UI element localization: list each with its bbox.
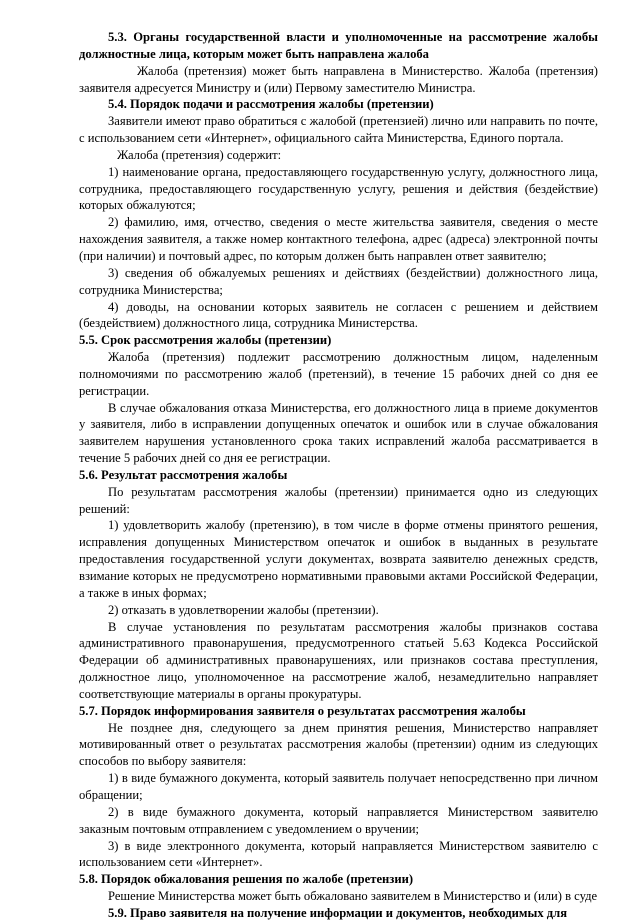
list-item: 2) в виде бумажного документа, который направляется Министерством заявителю заказным почтовым отправлением с уведомлением о вручении;	[79, 804, 598, 836]
list-item: 2) отказать в удовлетворении жалобы (претензии).	[108, 602, 379, 617]
list-item: 3) сведения об обжалуемых решениях и действиях (бездействии) должностного лица, сотрудника Министерства;	[79, 265, 598, 297]
list-item: 2) фамилию, имя, отчество, сведения о месте жительства заявителя, сведения о месте нахождения заявителя, а также номер контактного телефона, адрес (адреса) электронной почты (при наличии) и почтовый адрес, по которым должен быть направлен ответ заявителю;	[79, 215, 598, 263]
paragraph: Не позднее дня, следующего за днем принятия решения, Министерство направляет мотивированный ответ о результатах рассмотрения жалобы (претензии) одним из следующих способов по выбору заявителя:	[79, 720, 598, 769]
list-item: 1) наименование органа, предоставляющего государственную услугу, должностного лица, сотрудника, предоставляющего государственную услугу, решения и действия (бездействие) которых обжалуются;	[79, 164, 598, 213]
list-item: 4) доводы, на основании которых заявитель не согласен с решением и действием (бездействием) должностного лица, сотрудника Министерства.	[79, 299, 598, 331]
list-item: 1) в виде бумажного документа, который заявитель получает непосредственно при личном обращении;	[79, 771, 598, 802]
paragraph: Жалоба (претензия) содержит:	[117, 147, 282, 162]
paragraph: Решение Министерства может быть обжаловано заявителем в Министерство и (или) в суде	[108, 889, 598, 904]
paragraph: Жалоба (претензия) может быть направлена в Министерство. Жалоба (претензия) заявителя адресуется Министру и (или) Первому заместителю Министра.	[79, 63, 598, 95]
paragraph: По результатам рассмотрения жалобы (претензии) принимается одно из следующих решений:	[79, 484, 598, 516]
section-heading-5-5: 5.5. Срок рассмотрения жалобы (претензии)	[79, 333, 332, 348]
list-item: 3) в виде электронного документа, который направляется Министерством заявителю с использованием сети «Интернет».	[79, 838, 598, 870]
section-heading-5-9: 5.9. Право заявителя на получение информации и документов, необходимых для	[108, 905, 568, 920]
section-heading-5-3: 5.3. Органы государственной власти и уполномоченные на рассмотрение жалобы должностные лица, которым может быть направлена жалоба	[79, 30, 598, 61]
section-heading-5-7: 5.7. Порядок информирования заявителя о результатах рассмотрения жалобы	[79, 703, 526, 718]
paragraph: В случае обжалования отказа Министерства, его должностного лица в приеме документов у заявителя, либо в исправлении допущенных опечаток и ошибок или в случае обжалования заявителем нарушения установленного срока таких исправлений жалоба рассматривается в течение 5 рабочих дней со дня ее регистрации.	[79, 400, 598, 466]
paragraph: Жалоба (претензия) подлежит рассмотрению должностным лицом, наделенным полномочиями по рассмотрению жалоб (претензий), в течение 15 рабочих дней со дня ее регистрации.	[79, 350, 598, 398]
document-page	[79, 29, 598, 922]
section-heading-5-6: 5.6. Результат рассмотрения жалобы	[79, 467, 288, 482]
section-heading-5-4: 5.4. Порядок подачи и рассмотрения жалобы (претензии)	[108, 97, 434, 112]
list-item: 1) удовлетворить жалобу (претензию), в том числе в форме отмены принятого решения, исправления допущенных Министерством опечаток и ошибок в выданных в результате предоставления государственной услуги документах, возврата заявителю денежных средств, взимание которых не предусмотрено нормативными правовыми актами Российской Федерации, а также в иных формах;	[79, 518, 598, 600]
paragraph: Заявители имеют право обратиться с жалобой (претензией) лично или направить по почте, с использованием сети «Интернет», официального сайта Министерства, Единого портала.	[79, 114, 598, 146]
paragraph: В случае установления по результатам рассмотрения жалобы признаков состава административного правонарушения, предусмотренного статьей 5.63 Кодекса Российской Федерации об административных правонарушениях, или признаков состава преступления, должностное лицо, уполномоченное на рассмотрение жалоб, незамедлительно направляет соответствующие материалы в органы прокуратуры.	[79, 619, 598, 701]
section-heading-5-8: 5.8. Порядок обжалования решения по жалобе (претензии)	[79, 872, 414, 887]
